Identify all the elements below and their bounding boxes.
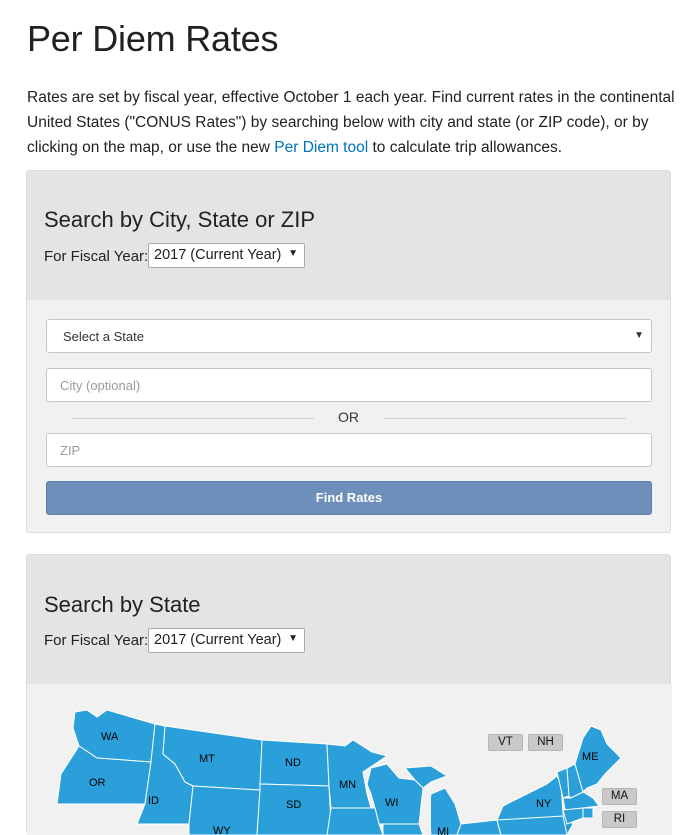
per-diem-tool-link[interactable]: Per Diem tool xyxy=(274,139,369,156)
us-map-svg xyxy=(27,684,672,835)
intro-text-start: Rates are set by fiscal year, effective October 1 each year. Find current rates in the continental United States ("CONUS Rates") by searching below with city and state (or ZIP code), or by clicking on the map, or use the new xyxy=(27,89,675,156)
state-label-nd: ND xyxy=(285,757,301,769)
state-ri[interactable] xyxy=(583,808,593,818)
state-tag-nh[interactable]: NH xyxy=(528,734,563,751)
city-input[interactable] xyxy=(46,368,652,402)
fiscal-year-value: 2017 (Current Year) xyxy=(154,632,282,648)
city-input-placeholder: City (optional) xyxy=(60,378,141,393)
state-select-value: Select a State xyxy=(63,329,144,344)
or-text: OR xyxy=(338,409,359,425)
map-states xyxy=(57,710,621,835)
us-map xyxy=(27,684,672,835)
state-label-sd: SD xyxy=(286,799,302,811)
search-city-title: Search by City, State or ZIP xyxy=(44,207,316,232)
chevron-down-icon: ▼ xyxy=(634,330,644,341)
divider-line-left xyxy=(72,418,314,419)
state-label-wi: WI xyxy=(385,797,399,809)
chevron-down-icon: ▼ xyxy=(288,633,298,644)
fiscal-year-label: For Fiscal Year: xyxy=(44,248,149,265)
fiscal-year-value: 2017 (Current Year) xyxy=(154,247,282,263)
state-label-wa: WA xyxy=(101,731,119,743)
state-select[interactable] xyxy=(46,319,652,353)
divider-line-right xyxy=(384,418,626,419)
search-state-header xyxy=(27,555,670,684)
zip-input-placeholder: ZIP xyxy=(60,443,81,458)
intro-text xyxy=(27,85,677,160)
zip-input[interactable] xyxy=(46,433,652,467)
search-state-title: Search by State xyxy=(44,592,201,617)
state-label-id: ID xyxy=(148,795,159,807)
state-label-or: OR xyxy=(89,777,106,789)
state-label-mn: MN xyxy=(339,779,357,791)
or-divider xyxy=(46,409,652,429)
find-rates-button[interactable]: Find Rates xyxy=(46,481,652,515)
intro-text-end: to calculate trip allowances. xyxy=(368,139,563,156)
search-city-header xyxy=(27,171,670,300)
state-il[interactable] xyxy=(383,824,423,835)
state-oh[interactable] xyxy=(457,820,501,835)
fiscal-year-select[interactable] xyxy=(148,628,305,653)
chevron-down-icon: ▼ xyxy=(288,248,298,259)
state-tag-ma[interactable]: MA xyxy=(602,788,637,805)
fiscal-year-select[interactable] xyxy=(148,243,305,268)
state-tag-ri[interactable]: RI xyxy=(602,811,637,828)
fiscal-year-label: For Fiscal Year: xyxy=(44,632,149,649)
state-iowa[interactable] xyxy=(327,808,383,835)
search-city-panel xyxy=(26,170,671,533)
page-title: Per Diem Rates xyxy=(27,18,279,59)
state-label-ny: NY xyxy=(536,798,552,810)
state-label-wy: WY xyxy=(213,825,231,835)
state-ct[interactable] xyxy=(563,808,583,824)
state-label-me: ME xyxy=(582,751,599,763)
state-label-mt: MT xyxy=(199,753,215,765)
search-state-panel xyxy=(26,554,671,834)
state-tag-vt[interactable]: VT xyxy=(488,734,523,751)
state-label-mi: MI xyxy=(437,826,450,835)
